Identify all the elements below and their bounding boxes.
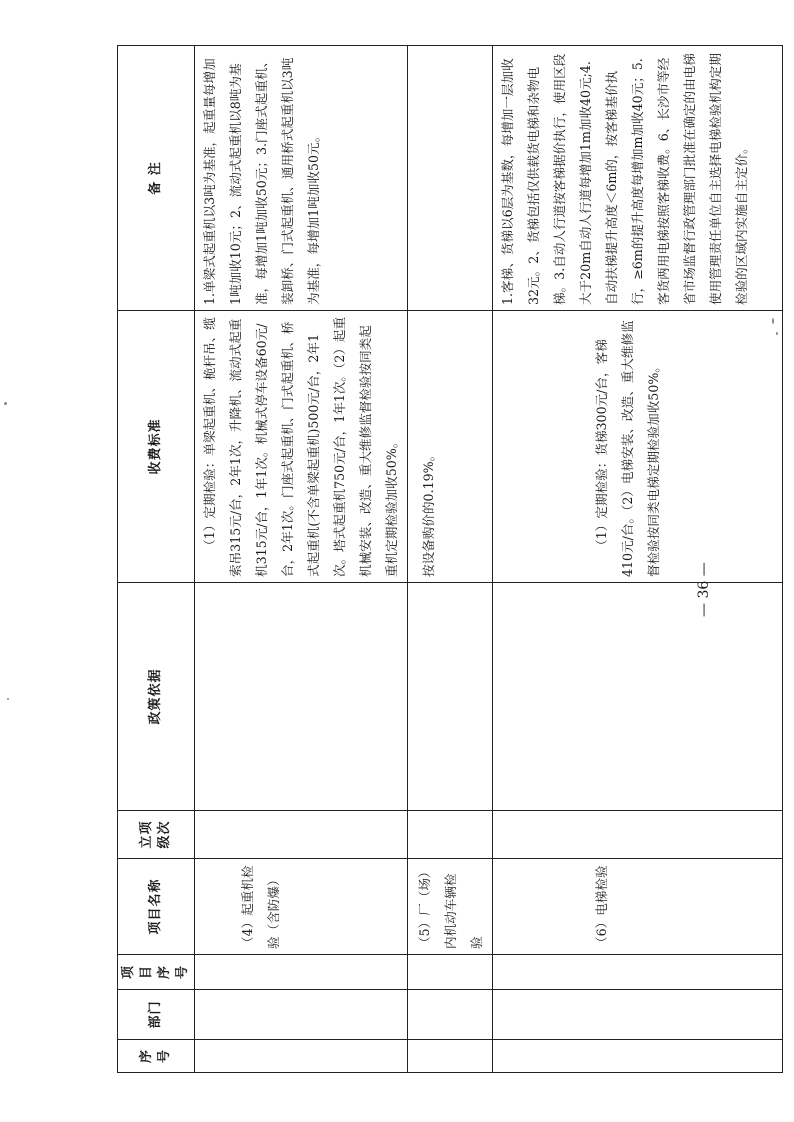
header-level: 立项级次 — [118, 811, 195, 859]
table-row — [408, 46, 493, 1073]
scan-speck — [7, 698, 9, 700]
header-standard: 收费标准 — [118, 311, 195, 583]
fee-standard: （1）定期检验：货梯300元/台，客梯410元/台。（2）电梯安装、改造、重大维修监督检验按同类电梯定期检验加收50%。 — [493, 311, 783, 583]
fee-standard: 按设备购价的0.19%。 — [408, 311, 493, 583]
page-number: — 36 — — [696, 562, 712, 617]
header-seq: 序号 — [118, 1040, 195, 1073]
cell-seq — [408, 1040, 493, 1073]
header-dept: 部门 — [118, 990, 195, 1040]
header-item-seq: 项目序号 — [118, 955, 195, 990]
remark — [408, 46, 493, 311]
table-row — [195, 46, 408, 1073]
item-name: （5）厂（场）内机动车辆检验 — [408, 859, 493, 955]
fee-standard: （1）定期检验：单梁起重机、桅杆吊、缆索吊315元/台，2年1次，升降机、流动式起重机315元/台，1年1次。机械式停车设备60元/台，2年1次。门座式起重机、门式起重机、桥式起重机(不含单梁起重机)500元/台，2年1次。塔式起重机750元/台，1年1次。（2）起重机械安装、改造、重大维修监督检验按同类起重机定期检验加收50%。 — [195, 311, 408, 583]
item-name: （4）起重机检验（含防爆） — [195, 859, 408, 955]
cell-item-seq — [195, 955, 408, 990]
cell-seq — [195, 1040, 408, 1073]
remark: 1.客梯、货梯以6层为基数，每增加一层加收32元。2、货梯包括仅供载货电梯和杂物电梯。3.自动人行道按客梯据价执行，使用区段大于20m自动人行道每增加1m加收40元;4.自动扶梯提升高度＜6m的，按客梯基价执行，≥6m的提升高度每增加m加收40元；5.客货两用电梯按照客梯收费。6、长沙市等经省市场监督行政管理部门批准在确定的由电梯使用管理责任单位自主选择电梯检验机构定期检验的区域内实施自主定价。 — [493, 46, 783, 311]
table-header-row — [118, 46, 195, 1073]
header-remark: 备 注 — [118, 46, 195, 311]
cell-basis — [493, 562, 783, 811]
scan-speck — [776, 332, 778, 335]
scan-speck — [4, 402, 7, 405]
cell-dept — [493, 990, 783, 1040]
header-item-name: 项目名称 — [118, 859, 195, 955]
remark: 1.单梁式起重机以3吨为基准，起重量每增加1吨加收10元；2、流动式起重机以8吨为基准，每增加1吨加收50元；3.门座式起重机、装卸桥、门式起重机、通用桥式起重机以3吨为基准，每增加1吨加收50元。 — [195, 46, 408, 311]
fee-table — [117, 45, 783, 1073]
scan-speck — [772, 318, 774, 324]
cell-basis — [408, 583, 493, 811]
cell-level — [493, 811, 783, 859]
cell-dept — [195, 990, 408, 1040]
cell-basis — [195, 583, 408, 811]
cell-item-seq — [493, 955, 783, 990]
cell-item-seq — [408, 955, 493, 990]
header-basis: 政策依据 — [118, 583, 195, 811]
cell-level — [195, 811, 408, 859]
cell-seq — [493, 1040, 783, 1073]
item-name: （6）电梯检验 — [493, 859, 783, 955]
cell-level — [408, 811, 493, 859]
cell-dept — [408, 990, 493, 1040]
table-row — [493, 46, 783, 1073]
